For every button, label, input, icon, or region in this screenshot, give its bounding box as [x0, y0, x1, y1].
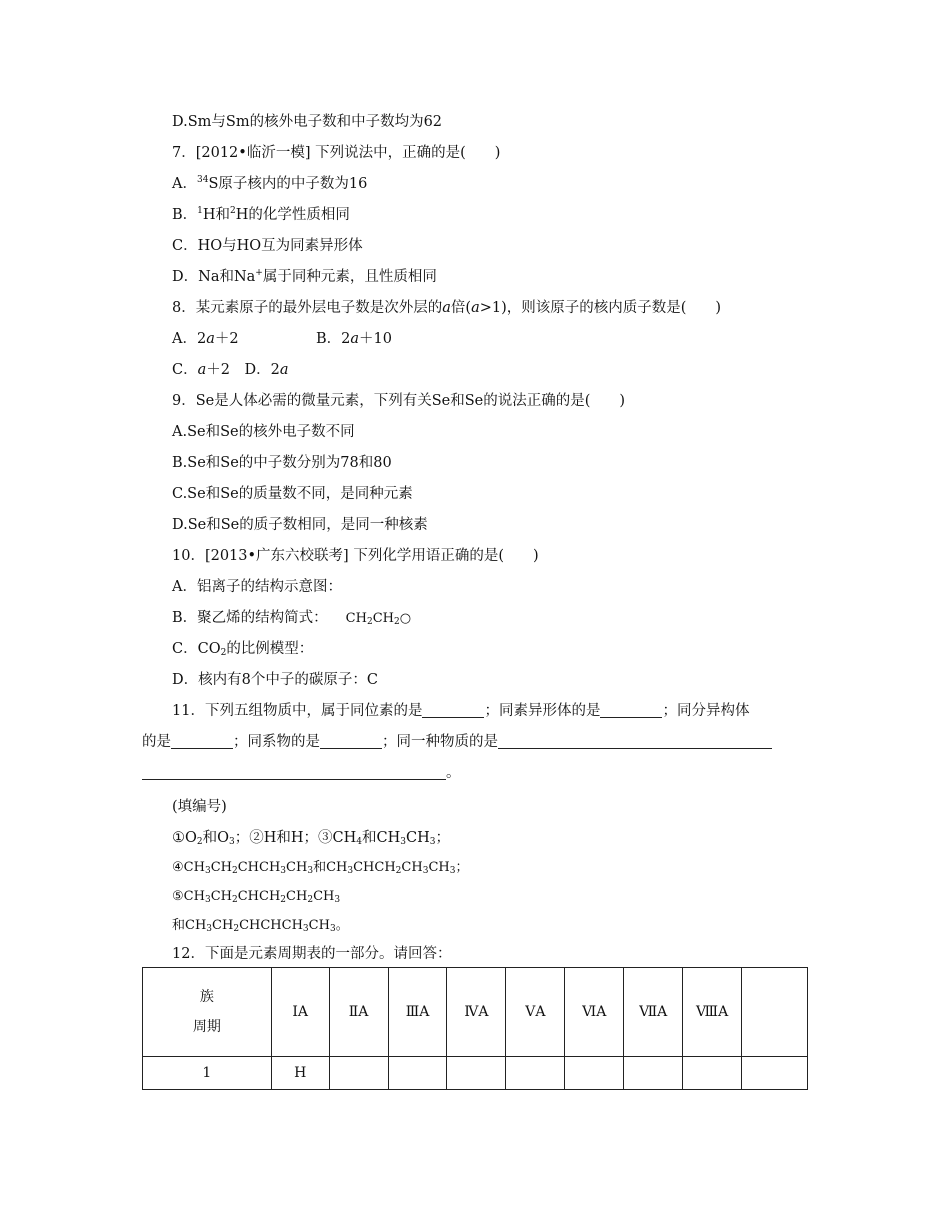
- q10-option-c: C．$CO_2$的比例模型：: [172, 641, 314, 658]
- group-header: ⅦA: [624, 968, 683, 1057]
- q7-option-d: D．Na和Na+属于同种元素，且性质相同: [172, 268, 437, 285]
- q11-item-1-3: $①O_2$和$O_3$；②H和H；$③CH_4$和$CH_3CH_3$；: [172, 830, 450, 847]
- q11-item-4: $④CH_3CH_2CHCH_3CH_3$和$CH_3CHCH_2CH_3CH_3$；: [172, 860, 469, 876]
- table-cell: [506, 1057, 565, 1090]
- answer-blank-isotope[interactable]: [422, 703, 484, 718]
- table-cell: H: [271, 1057, 329, 1090]
- periodic-table-fragment: [142, 967, 808, 1090]
- group-header: ⅢA: [388, 968, 447, 1057]
- q7-stem: 7．[2012•临沂一模] 下列说法中，正确的是( ): [172, 145, 501, 161]
- q10-option-a: A．铝离子的结构示意图：: [172, 579, 342, 595]
- table-cell: [742, 1057, 808, 1090]
- table-cell: [388, 1057, 447, 1090]
- group-header: ⅡA: [329, 968, 388, 1057]
- q8-stem: 8．某元素原子的最外层电子数是次外层的a倍(a>1)，则该原子的核内质子数是( ): [172, 300, 722, 316]
- answer-blank-same-substance-cont[interactable]: [142, 765, 446, 780]
- q8-option-b: B．2a＋10: [316, 331, 392, 347]
- corner-label-period: 周期: [192, 1019, 221, 1035]
- q10-stem: 10．[2013•广东六校联考] 下列化学用语正确的是( ): [172, 548, 539, 564]
- q7-option-b: B．$^1$H和$^2$H的化学性质相同: [172, 206, 350, 223]
- answer-blank-allotrope[interactable]: [600, 703, 662, 718]
- table-cell: [624, 1057, 683, 1090]
- table-cell: [565, 1057, 624, 1090]
- group-header: ⅧA: [683, 968, 742, 1057]
- q9-stem: 9．Se是人体必需的微量元素，下列有关Se和Se的说法正确的是( ): [172, 393, 626, 409]
- q11-line1: 11．下列五组物质中，属于同位素的是 ；同素异形体的是 ；同分异构体: [172, 703, 750, 719]
- q7-option-a: A．$^{34}$S原子核内的中子数为16: [172, 175, 368, 192]
- period-label: 1: [143, 1057, 272, 1090]
- q9-option-a: A.Se和Se的核外电子数不同: [172, 424, 355, 440]
- q11-fill-note: (填编号): [172, 799, 227, 815]
- q11-item-5-cont: 和$CH_3CH_2CHCHCH_3CH_3$。: [172, 918, 349, 934]
- q11-line2: 的是 ；同系物的是 ；同一种物质的是: [142, 732, 772, 752]
- q11-line3: 。: [142, 763, 461, 783]
- answer-blank-same-substance[interactable]: [498, 734, 772, 749]
- group-header: ⅤA: [506, 968, 565, 1057]
- group-header: ⅣA: [447, 968, 506, 1057]
- q9-option-b: B.Se和Se的中子数分别为78和80: [172, 455, 392, 471]
- group-header: ⅠA: [271, 968, 329, 1057]
- group-header: [742, 968, 808, 1057]
- table-cell: [683, 1057, 742, 1090]
- table-row: [143, 1057, 808, 1090]
- table-cell: [329, 1057, 388, 1090]
- table-corner-cell: [143, 968, 272, 1057]
- q11-item-5: $⑤CH_3CH_2CHCH_2CH_2CH_3$: [172, 889, 341, 905]
- polyethylene-formula: $CH_2CH_2○$: [345, 611, 412, 627]
- q10-option-b: B．聚乙烯的结构简式： $CH_2CH_2○$: [172, 610, 412, 627]
- q7-option-c: C．HO与HO互为同素异形体: [172, 238, 363, 254]
- q9-option-d: D.Se和Se的质子数相同，是同一种核素: [172, 517, 428, 533]
- corner-label-group: 族: [199, 989, 214, 1005]
- q12-stem: 12．下面是元素周期表的一部分。请回答：: [172, 946, 452, 962]
- answer-blank-homolog[interactable]: [320, 734, 382, 749]
- group-header: ⅥA: [565, 968, 624, 1057]
- table-cell: [447, 1057, 506, 1090]
- answer-blank-isomer[interactable]: [171, 734, 233, 749]
- q6-option-d: D.Sm与Sm的核外电子数和中子数均为62: [172, 114, 443, 130]
- q8-option-cd: C．a＋2 D．2a: [172, 362, 289, 378]
- q8-option-a: A．2a＋2: [172, 331, 239, 347]
- q10-option-d: D．核内有8个中子的碳原子：C: [172, 672, 378, 688]
- q9-option-c: C.Se和Se的质量数不同，是同种元素: [172, 486, 413, 502]
- table-header-row: [143, 968, 808, 1057]
